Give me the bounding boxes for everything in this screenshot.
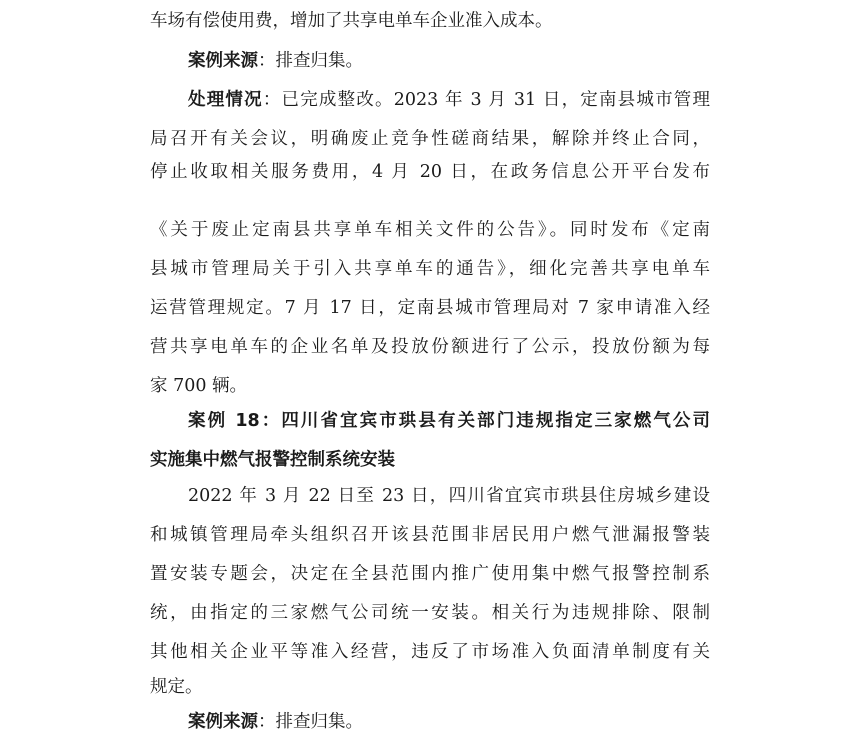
text-line: 置安装专题会，决定在全县范围内推广使用集中燃气报警控制系: [150, 564, 710, 584]
text-line: 规定。: [150, 677, 203, 697]
text-line: 营共享电单车的企业名单及投放份额进行了公示，投放份额为每: [150, 337, 710, 357]
case-heading-line-2: 实施集中燃气报警控制系统安装: [150, 450, 395, 470]
handling-status-label: 处理情况: [188, 90, 263, 110]
case-source-label: 案例来源: [188, 712, 258, 732]
case-source-label: 案例来源: [188, 51, 258, 71]
case-source-text: ：排查归集。: [258, 51, 363, 71]
text-line: 2022 年 3 月 22 日至 23 日，四川省宜宾市珙县住房城乡建设: [188, 486, 710, 506]
handling-status-line: [150, 85, 710, 115]
text-line: 车场有偿使用费，增加了共享电单车企业准入成本。: [150, 11, 553, 31]
text-line: 《关于废止定南县共享单车相关文件的公告》。同时发布《定南: [150, 220, 710, 240]
handling-status-text: ：已完成整改。2023 年 3 月 31 日，定南县城市管理: [262, 90, 710, 110]
text-line: 局召开有关会议，明确废止竞争性磋商结果，解除并终止合同，: [150, 129, 710, 149]
text-line: 统，由指定的三家燃气公司统一安装。相关行为违规排除、限制: [150, 603, 710, 623]
case-heading-line-1: 案例 18：四川省宜宾市珙县有关部门违规指定三家燃气公司: [188, 411, 710, 431]
text-line: 家 700 辆。: [150, 376, 248, 396]
case-source-line: [150, 707, 710, 737]
case-source-line: [150, 46, 710, 76]
case-source-text: ：排查归集。: [258, 712, 363, 732]
text-line: 运营管理规定。7 月 17 日，定南县城市管理局对 7 家申请准入经: [150, 298, 710, 318]
text-line: 其他相关企业平等准入经营，违反了市场准入负面清单制度有关: [150, 642, 710, 662]
text-line: 停止收取相关服务费用，4 月 20 日，在政务信息公开平台发布: [150, 162, 710, 182]
text-line: 县城市管理局关于引入共享单车的通告》，细化完善共享电单车: [150, 259, 710, 279]
text-line: 和城镇管理局牵头组织召开该县范围非居民用户燃气泄漏报警装: [150, 525, 710, 545]
